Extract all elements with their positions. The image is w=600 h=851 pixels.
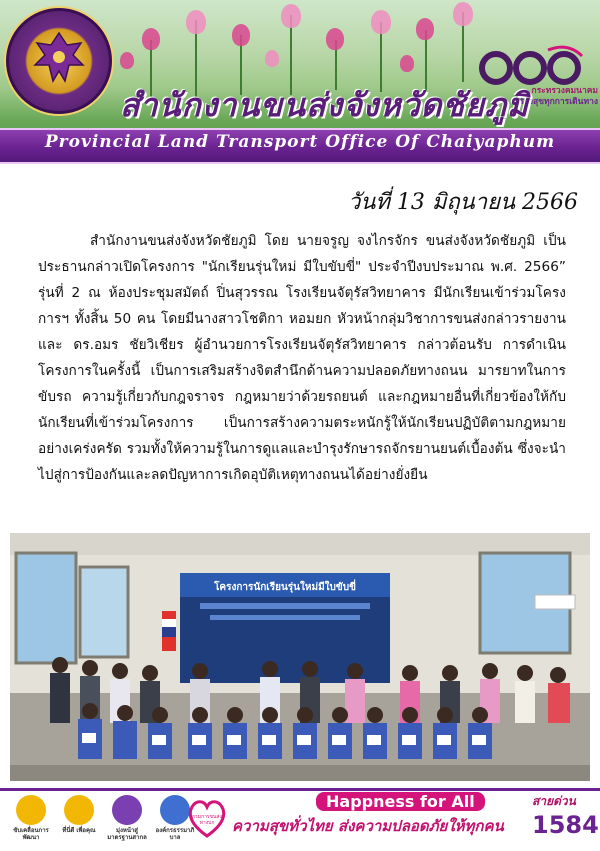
footer-badge-1 xyxy=(8,793,54,843)
international-standard-icon xyxy=(112,795,142,825)
heart-logo-label: กรมการขนส่งทางบก xyxy=(192,814,222,826)
garuda-emblem-icon xyxy=(31,29,87,87)
ministry-slogan: สร้างสุขทุกการเดินทาง xyxy=(514,97,598,107)
footer-badge-label: ขับเคลื่อนการพัฒนา xyxy=(13,827,49,841)
good-place-icon xyxy=(64,795,94,825)
footer-badge-label: มุ่งหน้าสู่มาตรฐานสากล xyxy=(107,827,147,841)
department-seal xyxy=(6,8,112,114)
happiness-tagline: Happness for All xyxy=(316,792,485,811)
footer-badge-2 xyxy=(56,793,102,843)
footer-badge-label: ที่นี่ดี เพื่อคุณ xyxy=(62,827,96,834)
article-body: สำนักงานขนส่งจังหวัดชัยภูมิ โดย นายจรูญ จงไกรจักร ขนส่งจังหวัดชัยภูมิ เป็นประธานกล่าวเปิดโครงการ "นักเรียนรุ่นใหม่ มีใบขับขี่" ประจำปีงบประมาณ พ.ศ. 2566” รุ่นที่ 2 ณ ห้องประชุมสมัตถ์ ปิ่นสุวรรณ โรงเรียนจัตุรัสวิทยาคาร มีนักเรียนเข้าร่วมโครงการฯ ทั้งสิ้น 50 คน โดยมีนางสาวโชติกา หอมยก หัวหน้ากลุ่มวิชาการขนส่งกล่าวรายงาน และ ดร.อมร ชัยวิเชียร ผู้อำนวยการโรงเรียนจัตุรัสวิทยาคาร กล่าวต้อนรับ การดำเนินโครงการในครั้งนี้ เป็นการเสริมสร้างจิตสำนึกด้านความปลอดภัยทางถนน มารยาทในการขับรถ ความรู้เกี่ยวกับกฎจราจร กฎหมายว่าด้วยรถยนต์ และกฎหมายอื่นที่เกี่ยวข้องให้กับนักเรียนที่เข้าร่วมโครงการ เป็นการสร้างความตระหนักรู้ให้นักเรียนปฏิบัติตามกฎหมายอย่างเคร่งครัด รวมทั้งให้ความรู้ในการดูแลและบำรุงรักษารถจักรยานยนต์เบื้องต้น ซึ่งจะนำไปสู่การป้องกันและลดปัญหาการเกิดอุบัติเหตุทางถนนได้อย่างยั่งยืน xyxy=(38,233,566,483)
event-photo xyxy=(10,533,590,781)
footer-badge-3 xyxy=(104,793,150,843)
banner-text: Provincial Land Transport Office Of Chaiyaphum xyxy=(44,132,556,152)
hotline-number: 1584 xyxy=(532,811,599,839)
backdrop-title: โครงการนักเรียนรุ่นใหม่มีใบขับขี่ xyxy=(214,582,356,593)
footer-badge-label: องค์กรธรรมาภิบาล xyxy=(155,827,195,841)
article-date: วันที่ 13 มิถุนายน 2566 xyxy=(347,190,578,215)
group-photo-illustration xyxy=(10,533,590,781)
safety-slogan: ความสุขทั่วไทย ส่งความปลอดภัยให้ทุกคน xyxy=(232,817,504,835)
office-title: สำนักงานขนส่งจังหวัดชัยภูมิ xyxy=(120,86,529,124)
drive-development-icon xyxy=(16,795,46,825)
ministry-text: กระทรวงคมนาคม xyxy=(531,86,598,96)
hotline-title: สายด่วน xyxy=(532,794,576,808)
